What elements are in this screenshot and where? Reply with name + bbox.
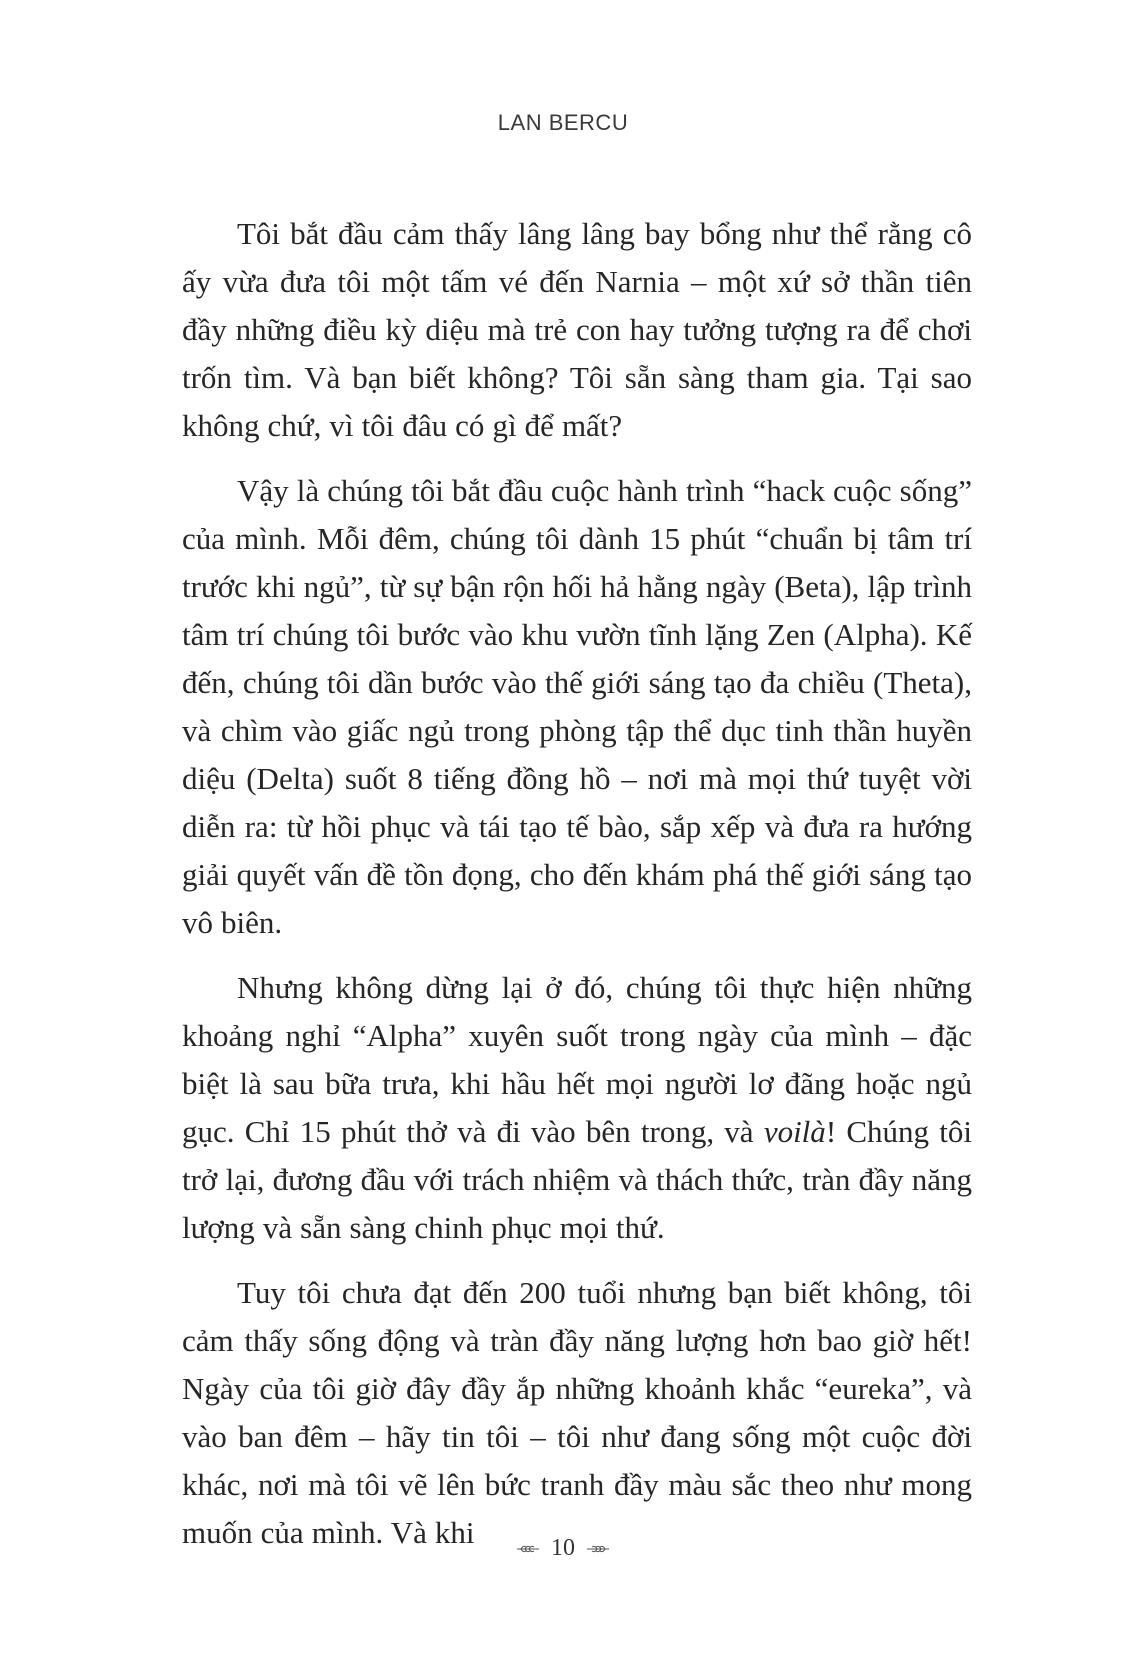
paragraph: [182, 964, 972, 1252]
paragraph: Tôi bắt đầu cảm thấy lâng lâng bay bổng như thể rằng cô ấy vừa đưa tôi một tấm vé đến Narnia – một xứ sở thần tiên đầy những điều kỳ diệu mà trẻ con hay tưởng tượng ra để chơi trốn tìm. Và bạn biết không? Tôi sẵn sàng tham gia. Tại sao không chứ, vì tôi đâu có gì để mất?: [182, 216, 972, 443]
paragraph: Vậy là chúng tôi bắt đầu cuộc hành trình “hack cuộc sống” của mình. Mỗi đêm, chúng tôi dành 15 phút “chuẩn bị tâm trí trước khi ngủ”, từ sự bận rộn hối hả hằng ngày (Beta), lập trình tâm trí chúng tôi bước vào khu vườn tĩnh lặng Zen (Alpha). Kế đến, chúng tôi dần bước vào thế giới sáng tạo đa chiều (Theta), và chìm vào giấc ngủ trong phòng tập thể dục tinh thần huyền diệu (Delta) suốt 8 tiếng đồng hồ – nơi mà mọi thứ tuyệt vời diễn ra: từ hồi phục và tái tạo tế bào, sắp xếp và đưa ra hướng giải quyết vấn đề tồn đọng, cho đến khám phá thế giới sáng tạo vô biên.: [182, 473, 972, 940]
paragraph-text: Nhưng không dừng lại ở đó, chúng tôi thực hiện những khoảng nghỉ “Alpha” xuyên suốt trong ngày của mình – đặc biệt là sau bữa trưa, khi hầu hết mọi người lơ đãng hoặc ngủ gục. Chỉ 15 phút thở và đi vào bên trong, và: [182, 970, 972, 1149]
page-footer: [0, 1535, 1126, 1562]
leaf-ornament-left-icon: [515, 1543, 541, 1555]
paragraph: Tuy tôi chưa đạt đến 200 tuổi nhưng bạn biết không, tôi cảm thấy sống động và tràn đầy năng lượng hơn bao giờ hết! Ngày của tôi giờ đây đầy ắp những khoảnh khắc “eureka”, và vào ban đêm – hãy tin tôi – tôi như đang sống một cuộc đời khác, nơi mà tôi vẽ lên bức tranh đầy màu sắc theo như mong muốn của mình. Và khi: [182, 1275, 972, 1550]
page-number: 10: [551, 1535, 575, 1561]
leaf-ornament-right-icon: [585, 1543, 611, 1555]
running-header: LAN BERCU: [497, 110, 629, 135]
paragraph-text: ! Chúng tôi trở lại, đương đầu với trách nhiệm và thách thức, tràn đầy năng lượng và sẵn sàng chinh phục mọi thứ.: [182, 1114, 973, 1245]
body-text: [182, 210, 972, 1574]
italic-word: voilà: [763, 1114, 826, 1149]
